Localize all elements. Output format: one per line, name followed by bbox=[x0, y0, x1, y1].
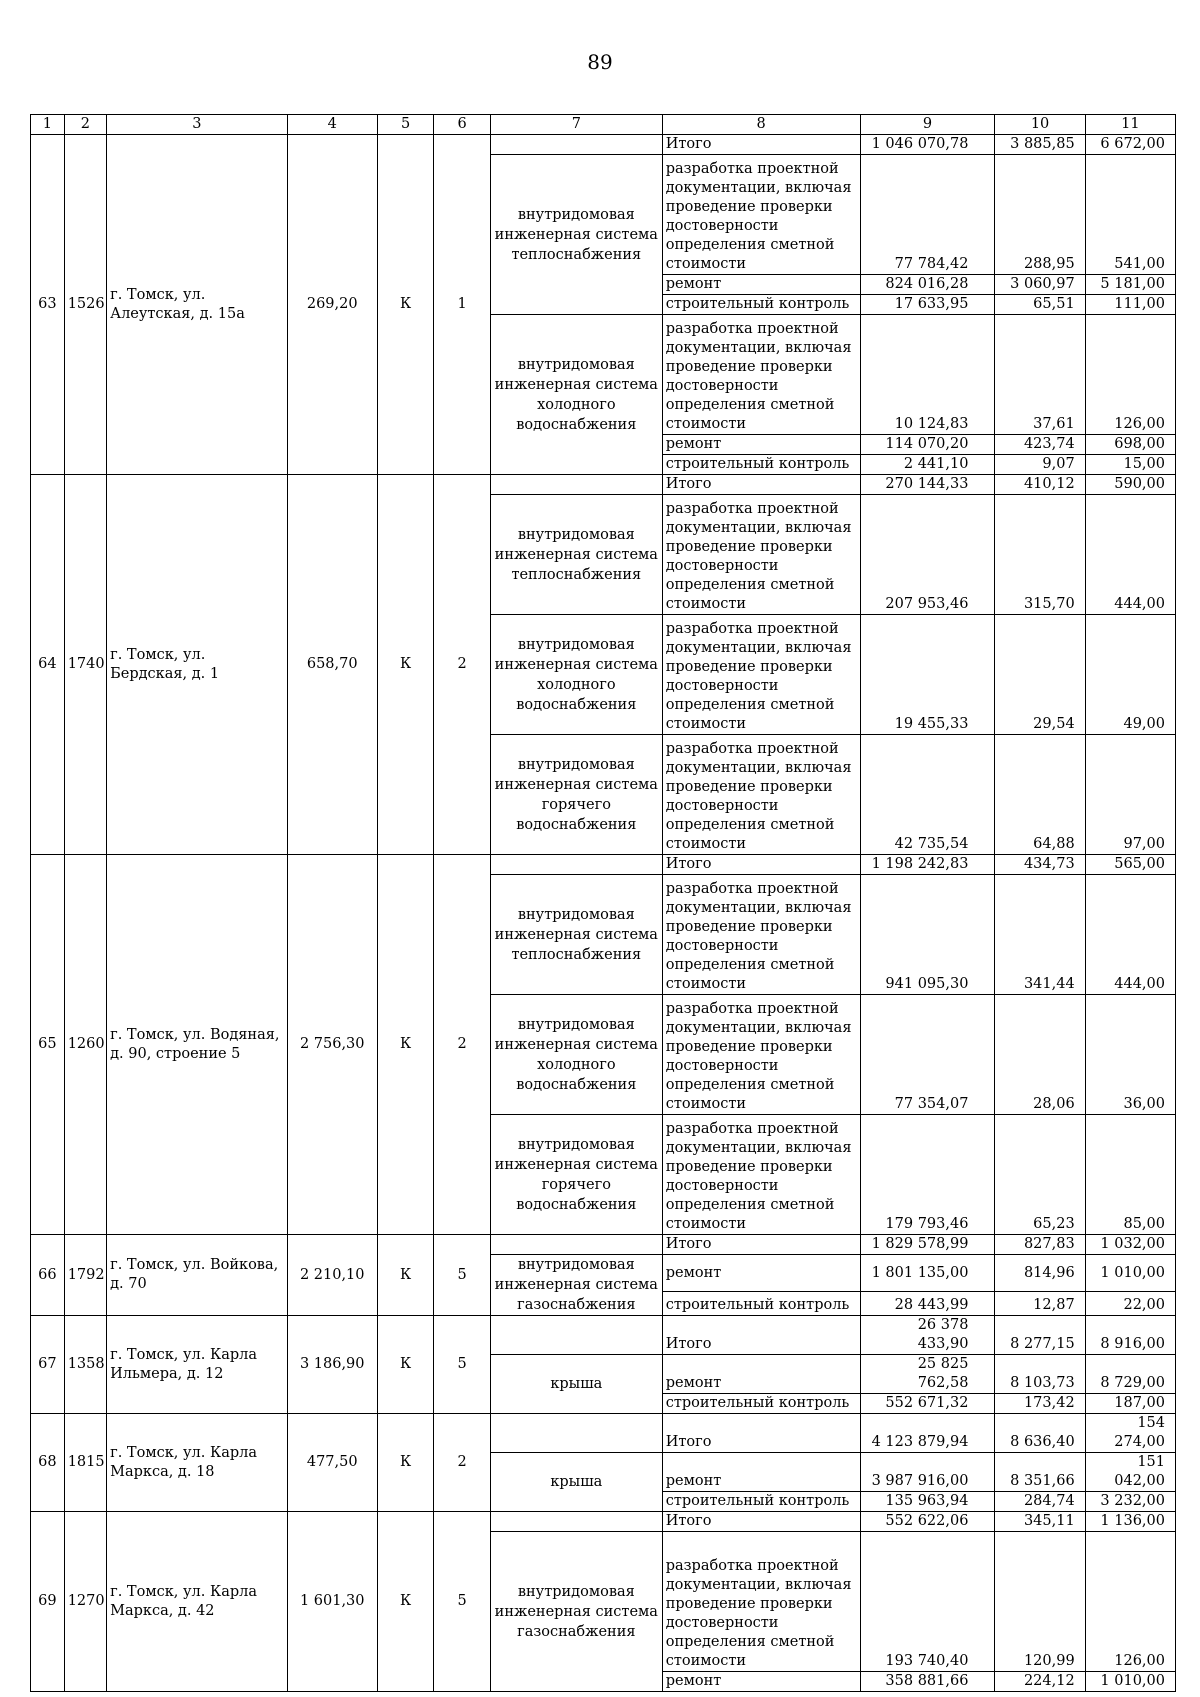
cost-per-m2: 8 351,66 bbox=[995, 1453, 1085, 1492]
cost-per-m2: 284,74 bbox=[995, 1492, 1085, 1512]
work-type: разработка проектной документации, включая проведение проверки достоверности определения сметной стоимости bbox=[662, 315, 860, 435]
page-number: 89 bbox=[587, 50, 613, 74]
cost-limit: 8 916,00 bbox=[1085, 1316, 1175, 1355]
cost-limit: 126,00 bbox=[1085, 1532, 1175, 1672]
table-row bbox=[31, 1235, 1176, 1255]
cost-per-m2: 65,23 bbox=[995, 1115, 1085, 1235]
work-type: Итого bbox=[662, 1414, 860, 1453]
cost-per-m2: 3 885,85 bbox=[995, 135, 1085, 155]
cost-limit: 8 729,00 bbox=[1085, 1355, 1175, 1394]
cost-total: 207 953,46 bbox=[860, 495, 995, 615]
work-type: ремонт bbox=[662, 1355, 860, 1394]
work-type: разработка проектной документации, включая проведение проверки достоверности определения сметной стоимости bbox=[662, 875, 860, 995]
cost-total: 270 144,33 bbox=[860, 475, 995, 495]
house-id: 1270 bbox=[64, 1512, 106, 1692]
category: 2 bbox=[434, 1414, 491, 1512]
system-empty bbox=[490, 135, 662, 155]
cost-per-m2: 410,12 bbox=[995, 475, 1085, 495]
address: г. Томск, ул. Алеутская, д. 15а bbox=[107, 135, 288, 475]
category: 5 bbox=[434, 1235, 491, 1316]
address: г. Томск, ул. Водяная, д. 90, строение 5 bbox=[107, 855, 288, 1235]
header-cell: 2 bbox=[64, 115, 106, 135]
work-type: Итого bbox=[662, 855, 860, 875]
cost-total: 25 825 762,58 bbox=[860, 1355, 995, 1394]
work-type: ремонт bbox=[662, 275, 860, 295]
header-cell: 1 bbox=[31, 115, 65, 135]
cost-limit: 444,00 bbox=[1085, 875, 1175, 995]
row-number: 63 bbox=[31, 135, 65, 475]
category: 1 bbox=[434, 135, 491, 475]
cost-limit: 151 042,00 bbox=[1085, 1453, 1175, 1492]
work-type: ремонт bbox=[662, 1255, 860, 1292]
work-type: разработка проектной документации, включая проведение проверки достоверности определения сметной стоимости bbox=[662, 615, 860, 735]
system-empty bbox=[490, 1512, 662, 1532]
system-name: внутридомовая инженерная система горячего водоснабжения bbox=[490, 1115, 662, 1235]
cost-limit: 698,00 bbox=[1085, 435, 1175, 455]
table-row bbox=[31, 135, 1176, 155]
type: К bbox=[377, 855, 434, 1235]
header-cell: 4 bbox=[287, 115, 377, 135]
system-name: внутридомовая инженерная система горячего водоснабжения bbox=[490, 735, 662, 855]
cost-total: 4 123 879,94 bbox=[860, 1414, 995, 1453]
cost-per-m2: 423,74 bbox=[995, 435, 1085, 455]
area: 658,70 bbox=[287, 475, 377, 855]
type: К bbox=[377, 1512, 434, 1692]
cost-limit: 5 181,00 bbox=[1085, 275, 1175, 295]
cost-total: 28 443,99 bbox=[860, 1292, 995, 1316]
type: К bbox=[377, 135, 434, 475]
table-row bbox=[31, 1316, 1176, 1355]
cost-per-m2: 8 103,73 bbox=[995, 1355, 1085, 1394]
column-number-row bbox=[31, 115, 1176, 135]
cost-per-m2: 173,42 bbox=[995, 1394, 1085, 1414]
work-type: Итого bbox=[662, 1512, 860, 1532]
header-cell: 7 bbox=[490, 115, 662, 135]
system-name: внутридомовая инженерная система теплоснабжения bbox=[490, 155, 662, 315]
system-empty bbox=[490, 1235, 662, 1255]
header-cell: 8 bbox=[662, 115, 860, 135]
cost-per-m2: 8 636,40 bbox=[995, 1414, 1085, 1453]
cost-limit: 126,00 bbox=[1085, 315, 1175, 435]
header-cell: 11 bbox=[1085, 115, 1175, 135]
system-name: внутридомовая инженерная система холодного водоснабжения bbox=[490, 315, 662, 475]
cost-limit: 97,00 bbox=[1085, 735, 1175, 855]
table-row bbox=[31, 475, 1176, 495]
system-name: внутридомовая инженерная система холодного водоснабжения bbox=[490, 615, 662, 735]
cost-total: 358 881,66 bbox=[860, 1672, 995, 1692]
header-cell: 6 bbox=[434, 115, 491, 135]
cost-limit: 444,00 bbox=[1085, 495, 1175, 615]
cost-per-m2: 29,54 bbox=[995, 615, 1085, 735]
cost-per-m2: 434,73 bbox=[995, 855, 1085, 875]
work-type: Итого bbox=[662, 1316, 860, 1355]
cost-limit: 1 136,00 bbox=[1085, 1512, 1175, 1532]
work-schedule-table bbox=[30, 114, 1176, 1692]
cost-per-m2: 9,07 bbox=[995, 455, 1085, 475]
type: К bbox=[377, 1414, 434, 1512]
cost-total: 1 046 070,78 bbox=[860, 135, 995, 155]
work-type: строительный контроль bbox=[662, 295, 860, 315]
row-number: 67 bbox=[31, 1316, 65, 1414]
cost-limit: 1 010,00 bbox=[1085, 1672, 1175, 1692]
address: г. Томск, ул. Войкова, д. 70 bbox=[107, 1235, 288, 1316]
work-type: строительный контроль bbox=[662, 455, 860, 475]
cost-limit: 590,00 bbox=[1085, 475, 1175, 495]
row-number: 64 bbox=[31, 475, 65, 855]
work-type: разработка проектной документации, включая проведение проверки достоверности определения сметной стоимости bbox=[662, 1532, 860, 1672]
work-type: разработка проектной документации, включая проведение проверки достоверности определения сметной стоимости bbox=[662, 735, 860, 855]
cost-total: 552 671,32 bbox=[860, 1394, 995, 1414]
cost-total: 941 095,30 bbox=[860, 875, 995, 995]
system-empty bbox=[490, 1414, 662, 1453]
row-number: 68 bbox=[31, 1414, 65, 1512]
house-id: 1358 bbox=[64, 1316, 106, 1414]
work-type: строительный контроль bbox=[662, 1394, 860, 1414]
header-cell: 10 bbox=[995, 115, 1085, 135]
cost-total: 1 198 242,83 bbox=[860, 855, 995, 875]
row-number: 69 bbox=[31, 1512, 65, 1692]
work-type: ремонт bbox=[662, 1672, 860, 1692]
cost-limit: 154 274,00 bbox=[1085, 1414, 1175, 1453]
cost-per-m2: 345,11 bbox=[995, 1512, 1085, 1532]
header-cell: 3 bbox=[107, 115, 288, 135]
area: 269,20 bbox=[287, 135, 377, 475]
cost-limit: 1 032,00 bbox=[1085, 1235, 1175, 1255]
cost-total: 824 016,28 bbox=[860, 275, 995, 295]
system-name: внутридомовая инженерная система теплоснабжения bbox=[490, 495, 662, 615]
cost-total: 42 735,54 bbox=[860, 735, 995, 855]
address: г. Томск, ул. Карла Маркса, д. 18 bbox=[107, 1414, 288, 1512]
cost-total: 1 829 578,99 bbox=[860, 1235, 995, 1255]
header-cell: 5 bbox=[377, 115, 434, 135]
system-empty bbox=[490, 475, 662, 495]
cost-total: 114 070,20 bbox=[860, 435, 995, 455]
category: 5 bbox=[434, 1512, 491, 1692]
row-number: 66 bbox=[31, 1235, 65, 1316]
cost-per-m2: 288,95 bbox=[995, 155, 1085, 275]
area: 2 210,10 bbox=[287, 1235, 377, 1316]
house-id: 1792 bbox=[64, 1235, 106, 1316]
cost-per-m2: 827,83 bbox=[995, 1235, 1085, 1255]
cost-total: 193 740,40 bbox=[860, 1532, 995, 1672]
cost-per-m2: 341,44 bbox=[995, 875, 1085, 995]
cost-total: 10 124,83 bbox=[860, 315, 995, 435]
work-type: разработка проектной документации, включая проведение проверки достоверности определения сметной стоимости bbox=[662, 1115, 860, 1235]
cost-limit: 36,00 bbox=[1085, 995, 1175, 1115]
cost-per-m2: 814,96 bbox=[995, 1255, 1085, 1292]
cost-total: 17 633,95 bbox=[860, 295, 995, 315]
cost-total: 2 441,10 bbox=[860, 455, 995, 475]
work-type: разработка проектной документации, включая проведение проверки достоверности определения сметной стоимости bbox=[662, 495, 860, 615]
system-name: внутридомовая инженерная система газоснабжения bbox=[490, 1532, 662, 1692]
table-row bbox=[31, 1512, 1176, 1532]
cost-total: 26 378 433,90 bbox=[860, 1316, 995, 1355]
work-type: ремонт bbox=[662, 1453, 860, 1492]
house-id: 1740 bbox=[64, 475, 106, 855]
work-type: Итого bbox=[662, 1235, 860, 1255]
cost-limit: 85,00 bbox=[1085, 1115, 1175, 1235]
row-number: 65 bbox=[31, 855, 65, 1235]
table-row bbox=[31, 855, 1176, 875]
work-type: Итого bbox=[662, 475, 860, 495]
type: К bbox=[377, 1235, 434, 1316]
cost-per-m2: 224,12 bbox=[995, 1672, 1085, 1692]
category: 2 bbox=[434, 475, 491, 855]
cost-per-m2: 8 277,15 bbox=[995, 1316, 1085, 1355]
cost-limit: 111,00 bbox=[1085, 295, 1175, 315]
area: 2 756,30 bbox=[287, 855, 377, 1235]
category: 5 bbox=[434, 1316, 491, 1414]
cost-limit: 6 672,00 bbox=[1085, 135, 1175, 155]
work-type: разработка проектной документации, включая проведение проверки достоверности определения сметной стоимости bbox=[662, 995, 860, 1115]
cost-limit: 565,00 bbox=[1085, 855, 1175, 875]
house-id: 1815 bbox=[64, 1414, 106, 1512]
cost-limit: 187,00 bbox=[1085, 1394, 1175, 1414]
table-row bbox=[31, 1414, 1176, 1453]
cost-total: 179 793,46 bbox=[860, 1115, 995, 1235]
area: 477,50 bbox=[287, 1414, 377, 1512]
cost-total: 77 354,07 bbox=[860, 995, 995, 1115]
category: 2 bbox=[434, 855, 491, 1235]
cost-per-m2: 64,88 bbox=[995, 735, 1085, 855]
house-id: 1260 bbox=[64, 855, 106, 1235]
cost-limit: 1 010,00 bbox=[1085, 1255, 1175, 1292]
work-type: ремонт bbox=[662, 435, 860, 455]
cost-per-m2: 37,61 bbox=[995, 315, 1085, 435]
cost-limit: 541,00 bbox=[1085, 155, 1175, 275]
area: 1 601,30 bbox=[287, 1512, 377, 1692]
cost-per-m2: 3 060,97 bbox=[995, 275, 1085, 295]
type: К bbox=[377, 1316, 434, 1414]
cost-total: 1 801 135,00 bbox=[860, 1255, 995, 1292]
system-name: внутридомовая инженерная система теплоснабжения bbox=[490, 875, 662, 995]
cost-total: 552 622,06 bbox=[860, 1512, 995, 1532]
address: г. Томск, ул. Карла Маркса, д. 42 bbox=[107, 1512, 288, 1692]
system-name: крыша bbox=[490, 1453, 662, 1512]
cost-per-m2: 65,51 bbox=[995, 295, 1085, 315]
cost-total: 3 987 916,00 bbox=[860, 1453, 995, 1492]
system-empty bbox=[490, 1316, 662, 1355]
work-type: строительный контроль bbox=[662, 1492, 860, 1512]
type: К bbox=[377, 475, 434, 855]
cost-per-m2: 28,06 bbox=[995, 995, 1085, 1115]
work-type: строительный контроль bbox=[662, 1292, 860, 1316]
cost-limit: 49,00 bbox=[1085, 615, 1175, 735]
area: 3 186,90 bbox=[287, 1316, 377, 1414]
cost-total: 135 963,94 bbox=[860, 1492, 995, 1512]
system-empty bbox=[490, 855, 662, 875]
address: г. Томск, ул. Бердская, д. 1 bbox=[107, 475, 288, 855]
cost-limit: 22,00 bbox=[1085, 1292, 1175, 1316]
address: г. Томск, ул. Карла Ильмера, д. 12 bbox=[107, 1316, 288, 1414]
work-type: разработка проектной документации, включая проведение проверки достоверности определения сметной стоимости bbox=[662, 155, 860, 275]
header-cell: 9 bbox=[860, 115, 995, 135]
cost-per-m2: 120,99 bbox=[995, 1532, 1085, 1672]
cost-limit: 3 232,00 bbox=[1085, 1492, 1175, 1512]
system-name: внутридомовая инженерная система холодного водоснабжения bbox=[490, 995, 662, 1115]
work-type: Итого bbox=[662, 135, 860, 155]
cost-total: 19 455,33 bbox=[860, 615, 995, 735]
system-name: крыша bbox=[490, 1355, 662, 1414]
cost-per-m2: 12,87 bbox=[995, 1292, 1085, 1316]
system-name: внутридомовая инженерная система газоснабжения bbox=[490, 1255, 662, 1316]
cost-total: 77 784,42 bbox=[860, 155, 995, 275]
cost-limit: 15,00 bbox=[1085, 455, 1175, 475]
house-id: 1526 bbox=[64, 135, 106, 475]
cost-per-m2: 315,70 bbox=[995, 495, 1085, 615]
